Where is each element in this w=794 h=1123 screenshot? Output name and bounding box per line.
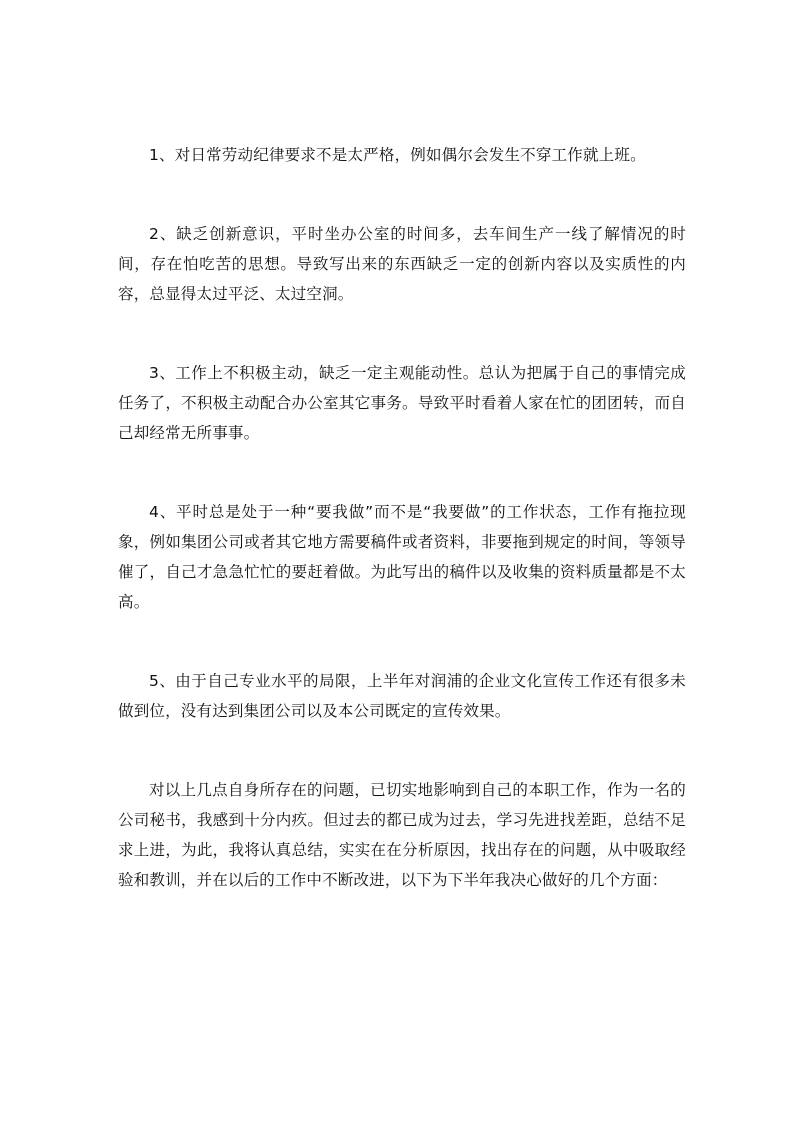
document-body bbox=[118, 140, 686, 944]
paragraph-4: 4、平时总是处于一种“要我做”而不是“我要做”的工作状态，工作有拖拉现象，例如集团公司或者其它地方需要稿件或者资料，非要拖到规定的时间，等领导催了，自己才急急忙忙的要赶着做。为此写出的稿件以及收集的资料质量都是不太高。 bbox=[118, 503, 686, 611]
paragraph-1: 1、对日常劳动纪律要求不是太严格，例如偶尔会发生不穿工作就上班。 bbox=[149, 146, 646, 164]
paragraph-summary: 对以上几点自身所存在的问题，已切实地影响到自己的本职工作，作为一名的公司秘书，我感到十分内疚。但过去的都已成为过去，学习先进找差距，总结不足求上进，为此，我将认真总结，实实在在分析原因，找出存在的问题，从中吸取经验和教训，并在以后的工作中不断改进，以下为下半年我决心做好的几个方面： bbox=[118, 781, 686, 889]
paragraph-3: 3、工作上不积极主动，缺乏一定主观能动性。总认为把属于自己的事情完成任务了，不积极主动配合办公室其它事务。导致平时看着人家在忙的团团转，而自己却经常无所事事。 bbox=[118, 364, 686, 442]
paragraph-5: 5、由于自己专业水平的局限，上半年对润浦的企业文化宣传工作还有很多未做到位，没有达到集团公司以及本公司既定的宣传效果。 bbox=[118, 672, 686, 720]
paragraph-2: 2、缺乏创新意识，平时坐办公室的时间多，去车间生产一线了解情况的时间，存在怕吃苦的思想。导致写出来的东西缺乏一定的创新内容以及实质性的内容，总显得太过平泛、太过空洞。 bbox=[118, 225, 686, 303]
